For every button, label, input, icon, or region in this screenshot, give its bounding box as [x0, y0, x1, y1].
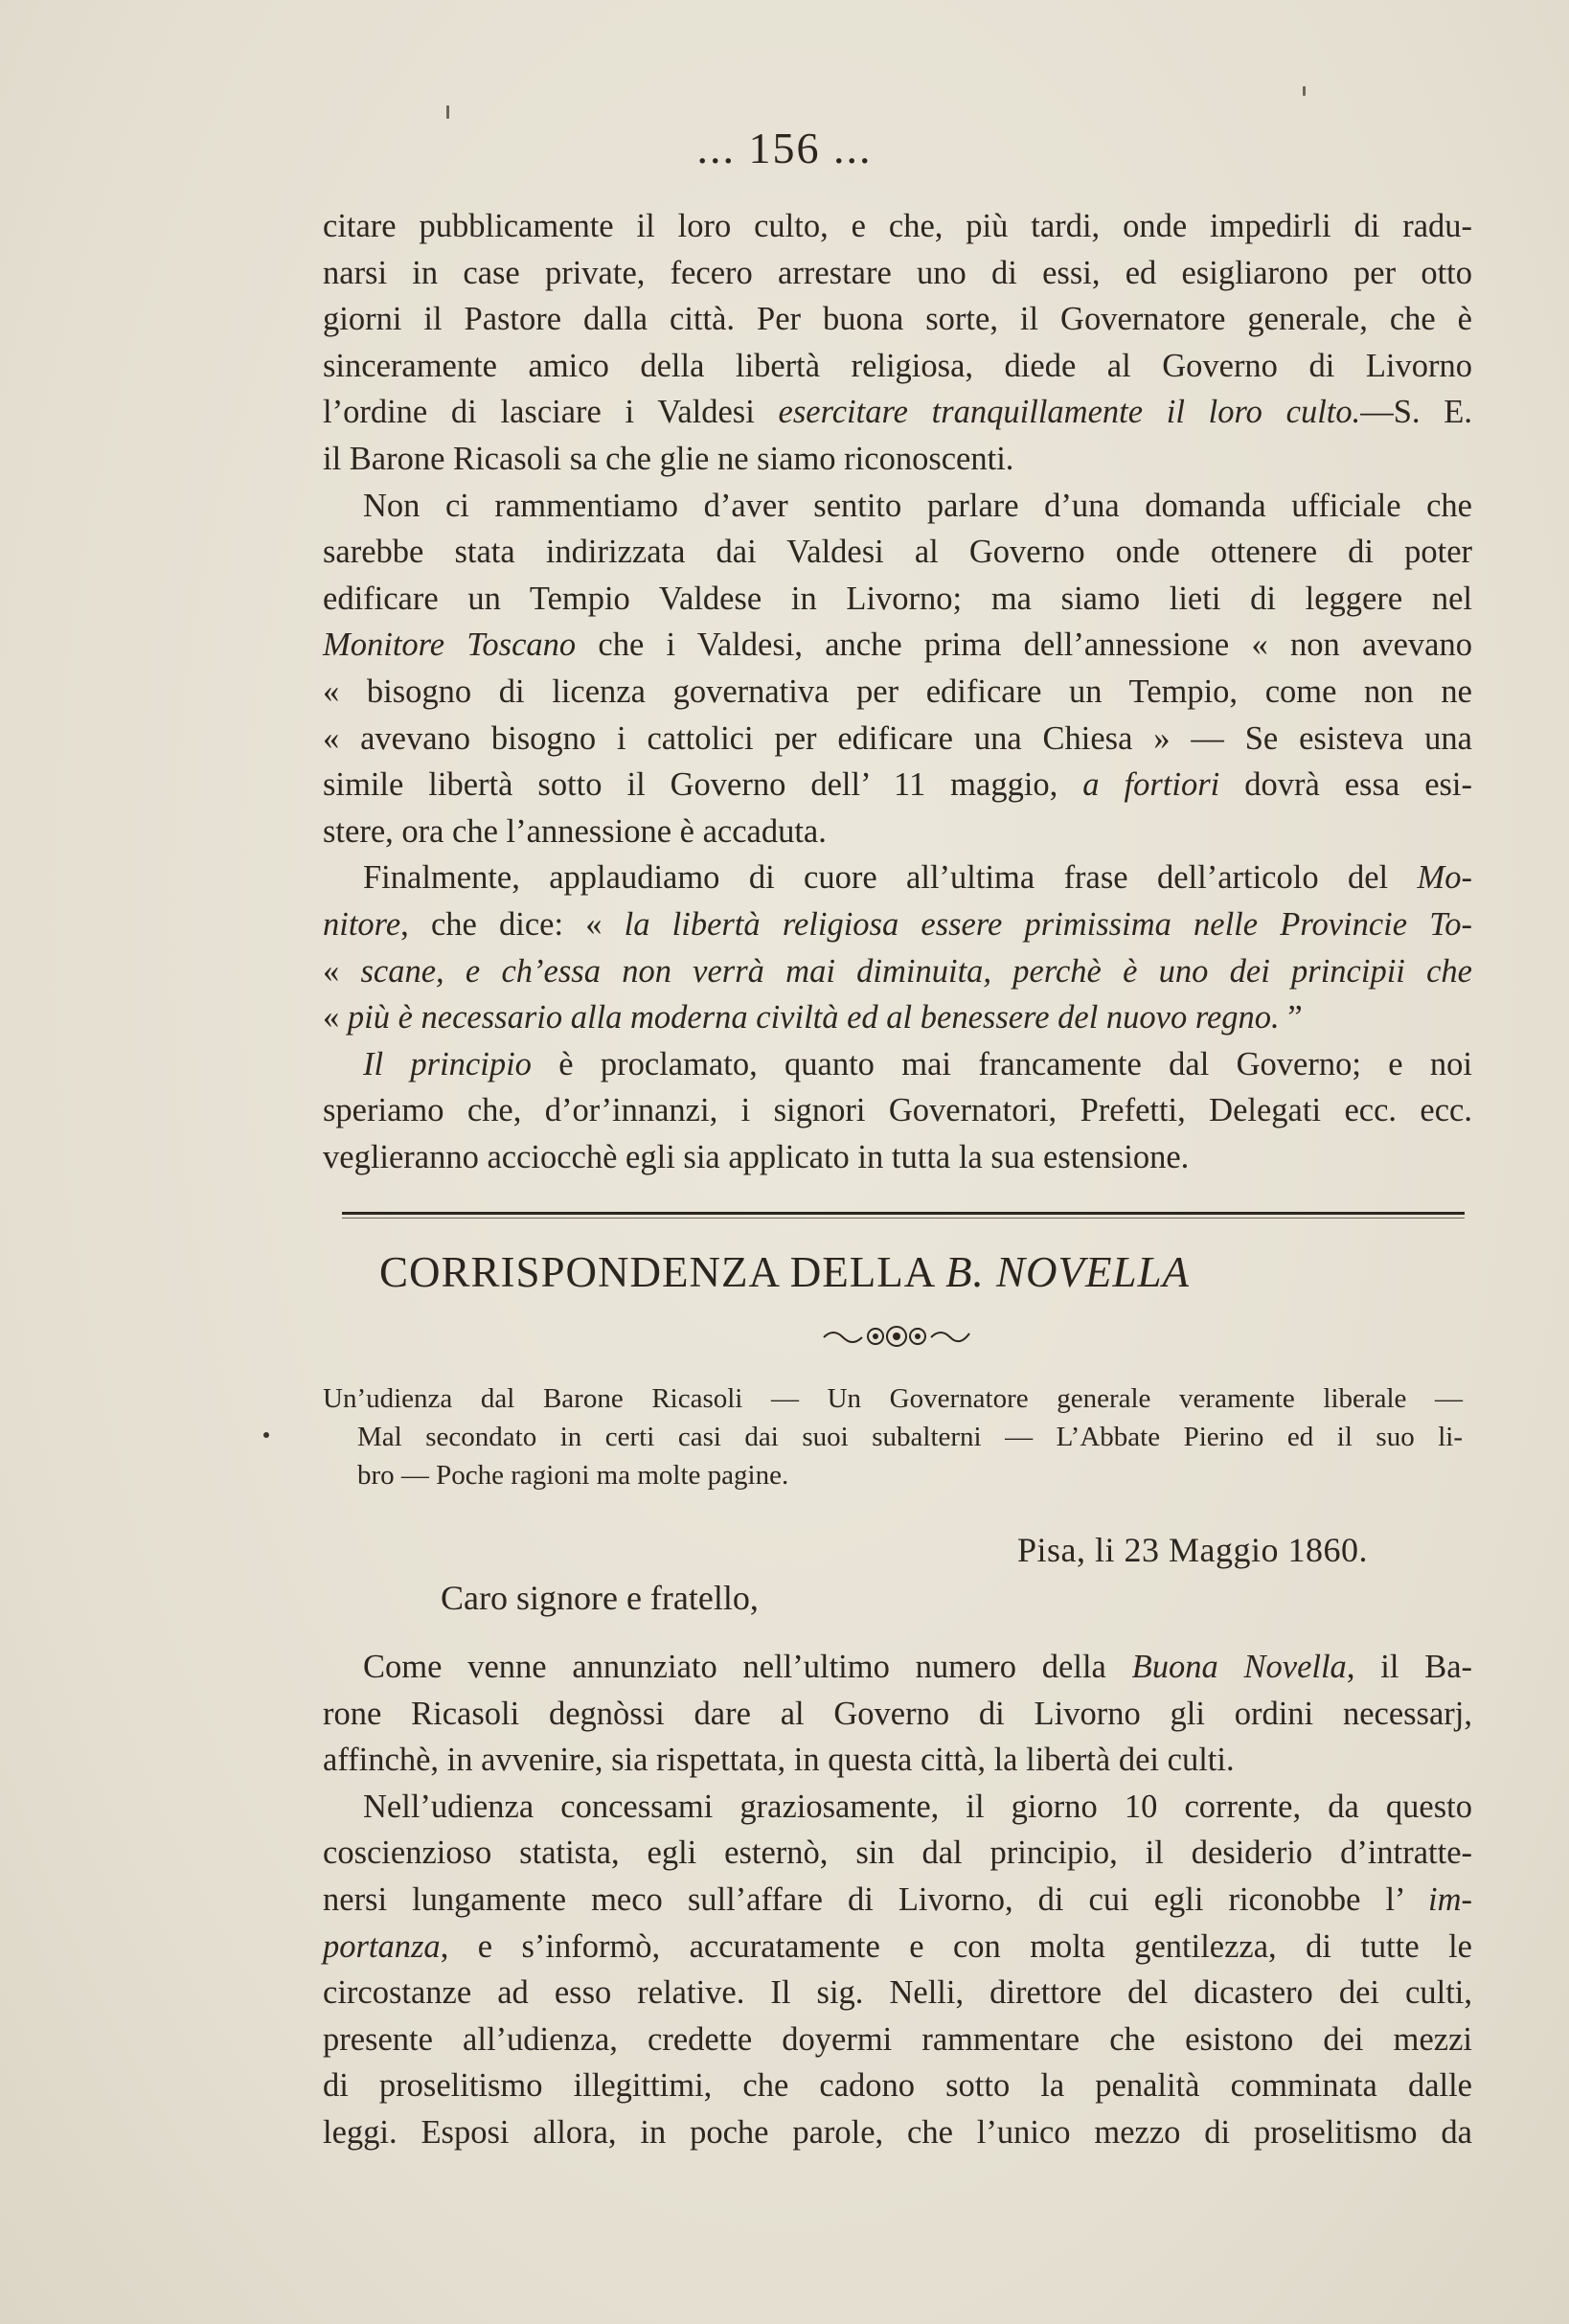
- summary-line: bro — Poche ragioni ma molte pagine.: [357, 1460, 789, 1491]
- decorative-ornament-icon: [820, 1320, 973, 1351]
- text-line: « avevano bisogno i cattolici per edificare una Chiesa » — Se esisteva una: [323, 719, 1472, 757]
- italic-run: Monitore Toscano: [323, 627, 577, 664]
- italic-run: nitore: [323, 905, 401, 943]
- text-run: l’ordine di lasciare i Valdesi: [323, 394, 779, 431]
- text-run: simile libertà sotto il Governo dell’ 11 maggio,: [323, 766, 1083, 804]
- text-line: coscienzioso statista, egli esternò, sin dal principio, il desiderio d’intratte-: [323, 1834, 1472, 1872]
- italic-run: a fortiori: [1082, 766, 1220, 804]
- text-line: Non ci rammentiamo d’aver sentito parlare d’una domanda ufficiale che: [363, 487, 1472, 524]
- text-run: , che dice: «: [400, 905, 625, 943]
- text-line: affinchè, in avvenire, sia rispettata, in questa città, la libertà dei culti.: [323, 1742, 1235, 1779]
- margin-dot: [263, 1432, 269, 1438]
- page-speck: [446, 105, 449, 119]
- paragraph: [323, 203, 1472, 483]
- text-line: sinceramente amico della libertà religiosa, diede al Governo di Livorno: [323, 347, 1472, 384]
- text-run: «: [323, 952, 361, 990]
- text-line: [323, 901, 1472, 948]
- text-run: è proclamato, quanto mai francamente dal Governo; e noi: [531, 1045, 1472, 1082]
- text-line: [323, 854, 1472, 901]
- text-line: [323, 994, 1472, 1041]
- paragraph: [323, 1644, 1472, 1784]
- text-run: dovrà essa esi-: [1219, 766, 1473, 804]
- text-line: [323, 389, 1472, 436]
- article-continuation: [323, 203, 1472, 1180]
- page-speck: [1303, 86, 1306, 96]
- letter-salutation: Caro signore e fratello,: [441, 1579, 759, 1617]
- text-line: [323, 622, 1472, 669]
- text-line: « bisogno di licenza governativa per edificare un Tempio, come non ne: [323, 672, 1472, 710]
- text-run: —S. E.: [1360, 394, 1472, 431]
- paragraph: [323, 854, 1472, 1040]
- text-line: [323, 762, 1472, 809]
- section-divider-rule: [342, 1212, 1465, 1215]
- italic-run: Buona Novella: [1131, 1649, 1347, 1685]
- text-line: di proselitismo illegittimi, che cadono sotto la penalità comminata dalle: [323, 2067, 1472, 2105]
- letter-body: [323, 1644, 1472, 2156]
- section-title: [0, 1247, 1569, 1297]
- text-run: , e s’informò, accuratamente e con molta gentilezza, di tutte le: [440, 1927, 1472, 1965]
- italic-run: più è necessario alla moderna civiltà ed al benessere del nuovo regno.: [347, 999, 1280, 1037]
- italic-run: portanza: [323, 1927, 441, 1965]
- letter-summary: [323, 1379, 1463, 1494]
- text-line: il Barone Ricasoli sa che glie ne siamo riconoscenti.: [323, 440, 1014, 477]
- text-line: sarebbe stata indirizzata dai Valdesi al Governo onde ottenere di poter: [323, 534, 1472, 571]
- paragraph: [323, 1784, 1472, 2156]
- text-run: «: [323, 999, 348, 1037]
- italic-run: la libertà religiosa essere primissima nelle Provincie To-: [624, 905, 1473, 943]
- text-run: ”: [1279, 999, 1303, 1037]
- text-line: [323, 1644, 1472, 1691]
- text-line: circostanze ad esso relative. Il sig. Nelli, direttore del dicastero dei culti,: [323, 1974, 1472, 2012]
- text-line: speriamo che, d’or’innanzi, i signori Governatori, Prefetti, Delegati ecc. ecc.: [323, 1092, 1472, 1129]
- text-line: edificare un Tempio Valdese in Livorno; ma siamo lieti di leggere nel: [323, 580, 1472, 617]
- text-line: leggi. Esposi allora, in poche parole, che l’unico mezzo di proselitismo da: [323, 2113, 1472, 2151]
- text-line: presente all’udienza, credette doyermi rammentare che esistono dei mezzi: [323, 2020, 1472, 2058]
- text-run: che i Valdesi, anche prima dell’annessione « non avevano: [576, 627, 1472, 664]
- text-run: CORRISPONDENZA DELLA: [378, 1248, 945, 1296]
- paragraph: [323, 1041, 1472, 1181]
- italic-run: B. NOVELLA: [945, 1248, 1191, 1296]
- paragraph: [323, 483, 1472, 855]
- section-divider-rule-thin: [342, 1218, 1465, 1219]
- text-run: Finalmente, applaudiamo di cuore all’ultima frase dell’articolo del: [363, 859, 1418, 897]
- text-line: Nell’udienza concessami graziosamente, il giorno 10 corrente, da questo: [363, 1788, 1472, 1825]
- text-line: citare pubblicamente il loro culto, e che, più tardi, onde impedirli di radu-: [323, 208, 1472, 244]
- text-line: [323, 1924, 1472, 1971]
- text-line: [323, 1041, 1472, 1088]
- page-number: ... 156 ...: [696, 124, 873, 172]
- summary-line: Un’udienza dal Barone Ricasoli — Un Governatore generale veramente liberale —: [323, 1383, 1463, 1414]
- text-run: Come venne annunziato nell’ultimo numero della: [363, 1649, 1132, 1685]
- italic-run: esercitare tranquillamente il loro culto.: [778, 394, 1361, 431]
- letter-place-date: Pisa, li 23 Maggio 1860.: [1017, 1531, 1369, 1569]
- text-line: [323, 948, 1472, 995]
- text-line: veglieranno acciocchè egli sia applicato in tutta la sua estensione.: [323, 1138, 1190, 1175]
- italic-run: Il principio: [363, 1045, 532, 1082]
- text-run: , il Ba-: [1346, 1649, 1473, 1685]
- text-line: [323, 1877, 1472, 1924]
- text-line: stere, ora che l’annessione è accaduta.: [323, 812, 827, 850]
- text-line: narsi in case private, fecero arrestare uno di essi, ed esigliarono per otto: [323, 254, 1472, 291]
- italic-run: scane, e ch’essa non verrà mai diminuita, perchè è uno dei principii che: [360, 952, 1472, 990]
- summary-line: Mal secondato in certi casi dai suoi subalterni — L’Abbate Pierino ed il suo li-: [357, 1422, 1463, 1452]
- text-run: nersi lungamente meco sull’affare di Livorno, di cui egli riconobbe l’: [323, 1880, 1428, 1918]
- italic-run: Mo-: [1417, 859, 1472, 897]
- text-line: giorni il Pastore dalla città. Per buona sorte, il Governatore generale, che è: [323, 301, 1472, 338]
- italic-run: im-: [1428, 1880, 1472, 1918]
- text-line: rone Ricasoli degnòssi dare al Governo di Livorno gli ordini necessarj,: [323, 1695, 1472, 1732]
